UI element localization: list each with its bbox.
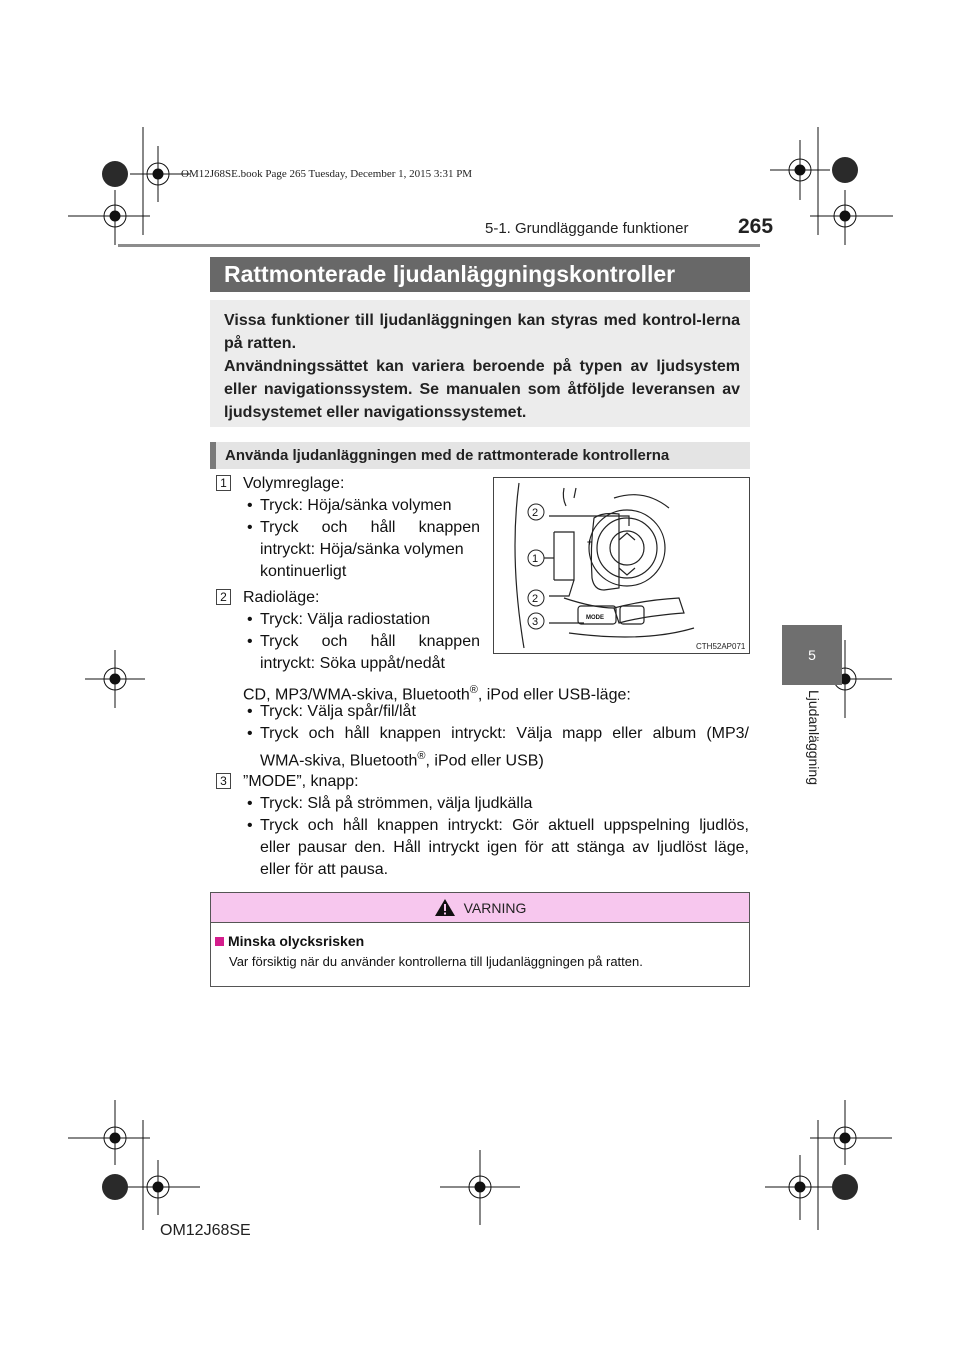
intro-paragraph-1: Vissa funktioner till ljudanläggningen kan styras med kontrol-lerna på ratten. [224,312,740,352]
chapter-tab [782,625,842,685]
volume-label: Volymreglage: [243,475,345,492]
radio-label: Radioläge: [243,589,320,606]
volume-bullet-2b: intryckt: Höja/sänka volymen [260,541,464,558]
bullet: • [247,817,253,834]
mode-bullet-1: Tryck: Slå på strömmen, välja ljudkälla [260,795,533,812]
cd-bullet-2a: Tryck och håll knappen intryckt: Välja mapp eller album (MP3/ [260,725,749,742]
warning-box [210,892,750,987]
bullet: • [247,795,253,812]
intro-paragraph-2: Användningssättet kan variera beroende på typen av ljudsystem eller navigationssystem. Se manualen som åtföljde leveransen av ljudsystemet eller navigationssystemet. [224,358,740,421]
item-number-2: 2 [216,589,231,605]
item-number-3: 3 [216,773,231,789]
volume-bullet-2a: Tryck och håll knappen [260,519,480,536]
radio-bullet-1: Tryck: Välja radiostation [260,611,431,628]
cd-bullet-2b-text: WMA-skiva, Bluetooth [260,752,418,770]
volume-bullet-2c: kontinuerligt [260,563,347,580]
cd-label-text-2: , iPod eller USB-läge: [477,686,631,704]
registered-mark: ® [469,684,478,696]
figure-code: CTH52AP071 [696,642,746,651]
mode-bullet-2a: Tryck och håll knappen intryckt: Gör aktuell uppspelning ljudlös, [260,817,749,834]
callout-3: 3 [532,616,539,628]
callout-2-top: 2 [532,507,539,519]
bullet: • [247,725,253,742]
chapter-title: 5-1. Grundläggande funktioner [485,220,689,237]
callout-2-bottom: 2 [532,593,539,605]
header-rule [118,244,760,247]
bullet: • [247,633,253,650]
warning-body [211,923,749,971]
steering-wheel-illustration [494,478,749,653]
cd-label-text: CD, MP3/WMA-skiva, Bluetooth [243,686,470,704]
warning-header [211,893,749,923]
registered-mark: ® [417,750,426,762]
warning-heading-line [215,932,749,950]
intro-box [210,300,750,427]
warning-square-icon [215,937,224,946]
steering-controls-figure [493,477,750,654]
warning-text: Var försiktig när du använder kontrollerna till ljudanläggningen på ratten. [229,954,643,969]
page-number: 265 [738,215,774,238]
bullet: • [247,703,253,720]
cd-bullet-2b-text-2: , iPod eller USB) [425,752,544,770]
mode-button-label: MODE [586,615,604,621]
warning-triangle-icon [434,898,456,917]
bullet: • [247,497,253,514]
subsection-title: Använda ljudanläggningen med de rattmonterade kontrollerna [210,442,750,469]
mode-label: ”MODE”, knapp: [243,773,359,790]
item-number-1: 1 [216,475,231,491]
volume-bullet-1: Tryck: Höja/sänka volymen [260,497,452,514]
chapter-tab-title: Ljudanläggning [806,690,822,785]
chapter-tab-number: 5 [808,647,816,663]
cd-bullet-2b [260,745,544,772]
bullet: • [247,611,253,628]
bullet: • [247,519,253,536]
section-title: Rattmonterade ljudanläggningskontroller [210,257,750,292]
volume-plus-label: + [587,537,593,547]
radio-bullet-2b: intryckt: Söka uppåt/nedåt [260,655,445,672]
callout-1: 1 [532,553,539,565]
mode-bullet-2c: eller för att pausa. [260,861,389,878]
radio-bullet-2a: Tryck och håll knappen [260,633,480,650]
warning-heading: Minska olycksrisken [228,933,365,949]
book-info: OM12J68SE.book Page 265 Tuesday, December 1, 2015 3:31 PM [181,168,473,180]
cd-bullet-1: Tryck: Välja spår/fil/låt [260,703,416,720]
mode-bullet-2b: eller pausar den. Håll intryckt igen för att stänga av ljudlöst läge, [260,839,749,856]
warning-label: VARNING [463,899,527,916]
model-code: OM12J68SE [160,1222,251,1239]
